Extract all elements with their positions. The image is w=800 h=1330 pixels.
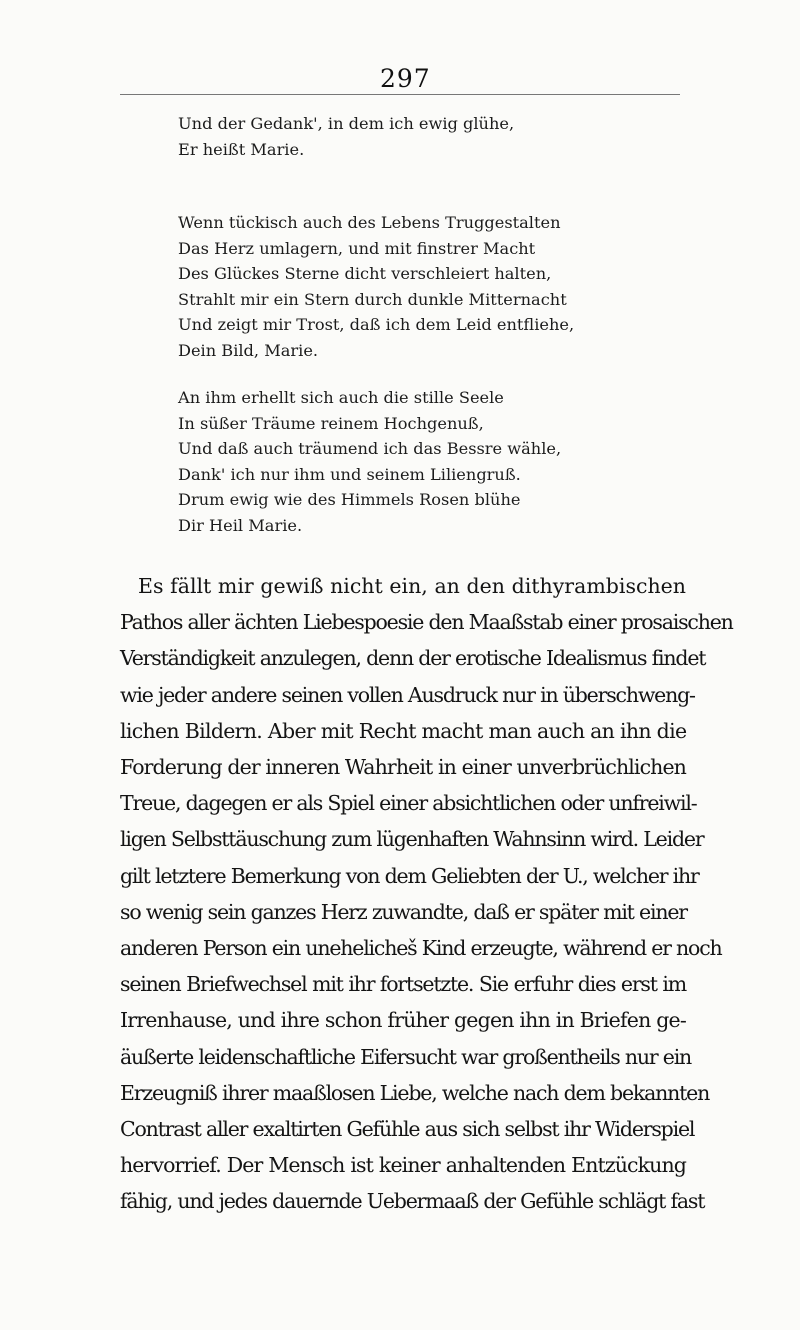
prose-line: lichen Bildern. Aber mit Recht macht man auch an ihn die xyxy=(120,718,687,743)
prose-line: Forderung der inneren Wahrheit in einer unverbrüchlichen xyxy=(120,755,686,780)
prose-line: so wenig sein ganzes Herz zuwandte, daß er später mit einer xyxy=(120,899,687,924)
page-number: 297 xyxy=(380,64,431,93)
prose-line: Irrenhause, und ihre schon früher gegen ihn in Briefen ge- xyxy=(120,1008,686,1033)
poem-stanza-3 xyxy=(178,385,561,538)
prose-line: Es fällt mir gewiß nicht ein, an den dithyrambischen xyxy=(138,574,686,598)
verse-line: Und daß auch träumend ich das Bessre wähle, xyxy=(178,439,562,458)
prose-line: hervorrief. Der Mensch ist keiner anhaltenden Entzückung xyxy=(120,1153,686,1178)
verse-line: Und zeigt mir Trost, daß ich dem Leid entfliehe, xyxy=(178,315,575,334)
poem-stanza-2 xyxy=(178,210,574,363)
verse-line: Des Glückes Sterne dicht verschleiert halten, xyxy=(178,264,552,283)
prose-line: ligen Selbsttäuschung zum lügenhaften Wahnsinn wird. Leider xyxy=(120,827,704,852)
verse-line: Strahlt mir ein Stern durch dunkle Mitternacht xyxy=(178,289,567,309)
prose-line: fähig, und jedes dauernde Uebermaaß der Gefühle schlägt fast xyxy=(120,1189,705,1214)
prose-line: Pathos aller ächten Liebespoesie den Maaßstab einer prosaischen xyxy=(120,610,733,635)
prose-line: seinen Briefwechsel mit ihr fortsetzte. Sie erfuhr dies erst im xyxy=(120,972,686,997)
prose-line: wie jeder andere seinen vollen Ausdruck nur in überschweng- xyxy=(120,682,695,707)
verse-line: Dir Heil Marie. xyxy=(178,515,303,535)
verse-line: An ihm erhellt sich auch die stille Seele xyxy=(178,388,504,407)
header-rule xyxy=(120,94,680,95)
prose-line: Verständigkeit anzulegen, denn der erotische Idealismus findet xyxy=(120,646,706,671)
prose-line: Treue, dagegen er als Spiel einer absichtlichen oder unfreiwil- xyxy=(120,791,697,816)
prose-line: anderen Person ein unehelicheš Kind erzeugte, während er noch xyxy=(120,936,722,961)
verse-line: In süßer Träume reinem Hochgenuß, xyxy=(178,413,484,433)
verse-line: Wenn tückisch auch des Lebens Truggestalten xyxy=(178,213,561,232)
poem-stanza-1 xyxy=(178,111,514,162)
verse-line: Drum ewig wie des Himmels Rosen blühe xyxy=(178,490,521,509)
prose-line: äußerte leidenschaftliche Eifersucht war großentheils nur ein xyxy=(120,1044,692,1069)
verse-line: Dank' ich nur ihm und seinem Liliengruß. xyxy=(178,464,521,484)
prose-line: Erzeugniß ihrer maaßlosen Liebe, welche nach dem bekannten xyxy=(120,1080,710,1105)
verse-line: Und der Gedank', in dem ich ewig glühe, xyxy=(178,114,515,133)
prose-line: gilt letztere Bemerkung von dem Geliebten der U., welcher ihr xyxy=(120,863,699,888)
prose-paragraph xyxy=(120,568,733,1220)
verse-line: Das Herz umlagern, und mit finstrer Macht xyxy=(178,238,536,258)
prose-line: Contrast aller exaltirten Gefühle aus sich selbst ihr Widerspiel xyxy=(120,1117,695,1142)
verse-line: Er heißt Marie. xyxy=(178,139,305,159)
verse-line: Dein Bild, Marie. xyxy=(178,340,319,360)
